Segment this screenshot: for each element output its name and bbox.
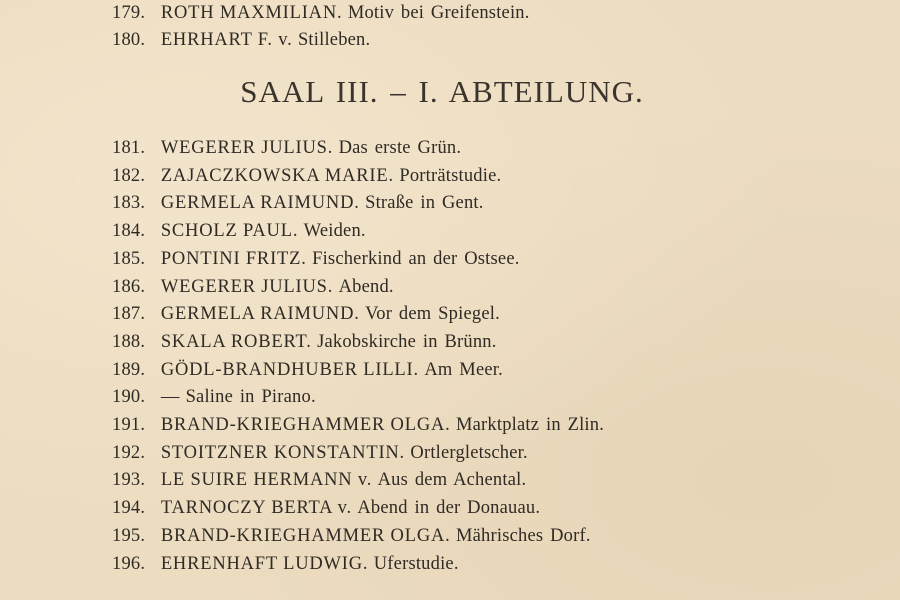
entry-title: Am Meer. (424, 359, 503, 380)
entry-number: 182. (112, 165, 146, 186)
entry-number: 184. (112, 221, 146, 242)
entry-artist: SKALA ROBERT. (160, 331, 318, 352)
entry-artist: EHRHART F. v. (160, 30, 298, 50)
entry-title: Stilleben. (297, 30, 371, 50)
entry-title: Fischerkind an der Ostsee. (312, 248, 520, 269)
entry-artist: — (160, 387, 186, 408)
catalog-entry-185 (112, 246, 520, 272)
entry-artist: LE SUIRE HERMANN v. (160, 470, 378, 491)
catalog-entry-191 (112, 412, 604, 438)
catalog-entry-184 (112, 218, 366, 244)
entry-number: 186. (112, 276, 146, 297)
entry-number: 183. (112, 193, 146, 214)
entry-number: 181. (112, 138, 146, 158)
entry-number: 194. (112, 498, 146, 519)
catalog-entry-186 (112, 274, 394, 300)
entry-title: Mährisches Dorf. (455, 525, 591, 546)
catalog-entry-180 (112, 27, 370, 53)
catalog-entry-195 (112, 523, 591, 549)
entry-artist: ZAJACZKOWSKA MARIE. (160, 165, 400, 186)
entry-artist: WEGERER JULIUS. (160, 138, 339, 158)
entry-number: 185. (112, 248, 146, 269)
entry-title: Saline in Pirano. (185, 387, 316, 408)
entry-title: Aus dem Achental. (377, 470, 527, 491)
catalog-entry-188 (112, 329, 497, 355)
catalog-entry-179 (112, 0, 530, 26)
entry-number: 196. (112, 553, 146, 574)
catalog-entry-183 (112, 190, 484, 216)
entry-title: Straße in Gent. (365, 193, 484, 214)
catalog-entry-182 (112, 163, 501, 189)
entry-number: 192. (112, 442, 146, 463)
entry-artist: BRAND-KRIEGHAMMER OLGA. (160, 525, 456, 546)
entry-number: 180. (112, 30, 146, 50)
entry-title: Jakobskirche in Brünn. (317, 331, 497, 352)
entry-title: Das erste Grün. (338, 138, 462, 158)
entry-title: Ortlergletscher. (410, 442, 528, 463)
entry-artist: GERMELA RAIMUND. (160, 304, 366, 325)
catalog-entry-190 (112, 384, 316, 410)
entry-artist: PONTINI FRITZ. (160, 248, 313, 269)
entry-title: Motiv bei Greifenstein. (347, 3, 530, 23)
entry-artist: STOITZNER KONSTANTIN. (160, 442, 411, 463)
catalog-entry-181 (112, 135, 461, 161)
catalog-entry-194 (112, 495, 540, 521)
entry-artist: TARNOCZY BERTA v. (160, 498, 358, 519)
catalog-entry-192 (112, 440, 528, 466)
entry-title: Abend. (338, 276, 394, 297)
entry-artist: ROTH MAXMILIAN. (160, 3, 348, 23)
entry-artist: SCHOLZ PAUL. (160, 221, 304, 242)
catalog-entry-193 (112, 467, 526, 493)
entry-artist: GERMELA RAIMUND. (160, 193, 366, 214)
entry-title: Abend in der Donauau. (357, 498, 541, 519)
entry-number: 189. (112, 359, 146, 380)
entry-number: 187. (112, 304, 146, 325)
entry-title: Uferstudie. (373, 553, 459, 574)
entry-title: Weiden. (303, 221, 366, 242)
section-heading: SAAL III. – I. ABTEILUNG. (240, 74, 644, 109)
entry-number: 188. (112, 331, 146, 352)
catalog-entry-196 (112, 551, 459, 577)
entry-artist: EHRENHAFT LUDWIG. (160, 553, 374, 574)
entry-number: 179. (112, 3, 146, 23)
entry-artist: GÖDL-BRANDHUBER LILLI. (160, 359, 425, 380)
entry-artist: BRAND-KRIEGHAMMER OLGA. (160, 415, 456, 435)
entry-number: 190. (112, 387, 146, 408)
entry-number: 191. (112, 415, 146, 435)
catalog-entry-189 (112, 357, 503, 383)
entry-number: 195. (112, 525, 146, 546)
catalog-entry-187 (112, 301, 500, 327)
entry-artist: WEGERER JULIUS. (160, 276, 339, 297)
entry-title: Vor dem Spiegel. (365, 304, 500, 325)
entry-number: 193. (112, 470, 146, 491)
entry-title: Porträtstudie. (399, 165, 502, 186)
entry-title: Marktplatz in Zlin. (455, 415, 605, 435)
